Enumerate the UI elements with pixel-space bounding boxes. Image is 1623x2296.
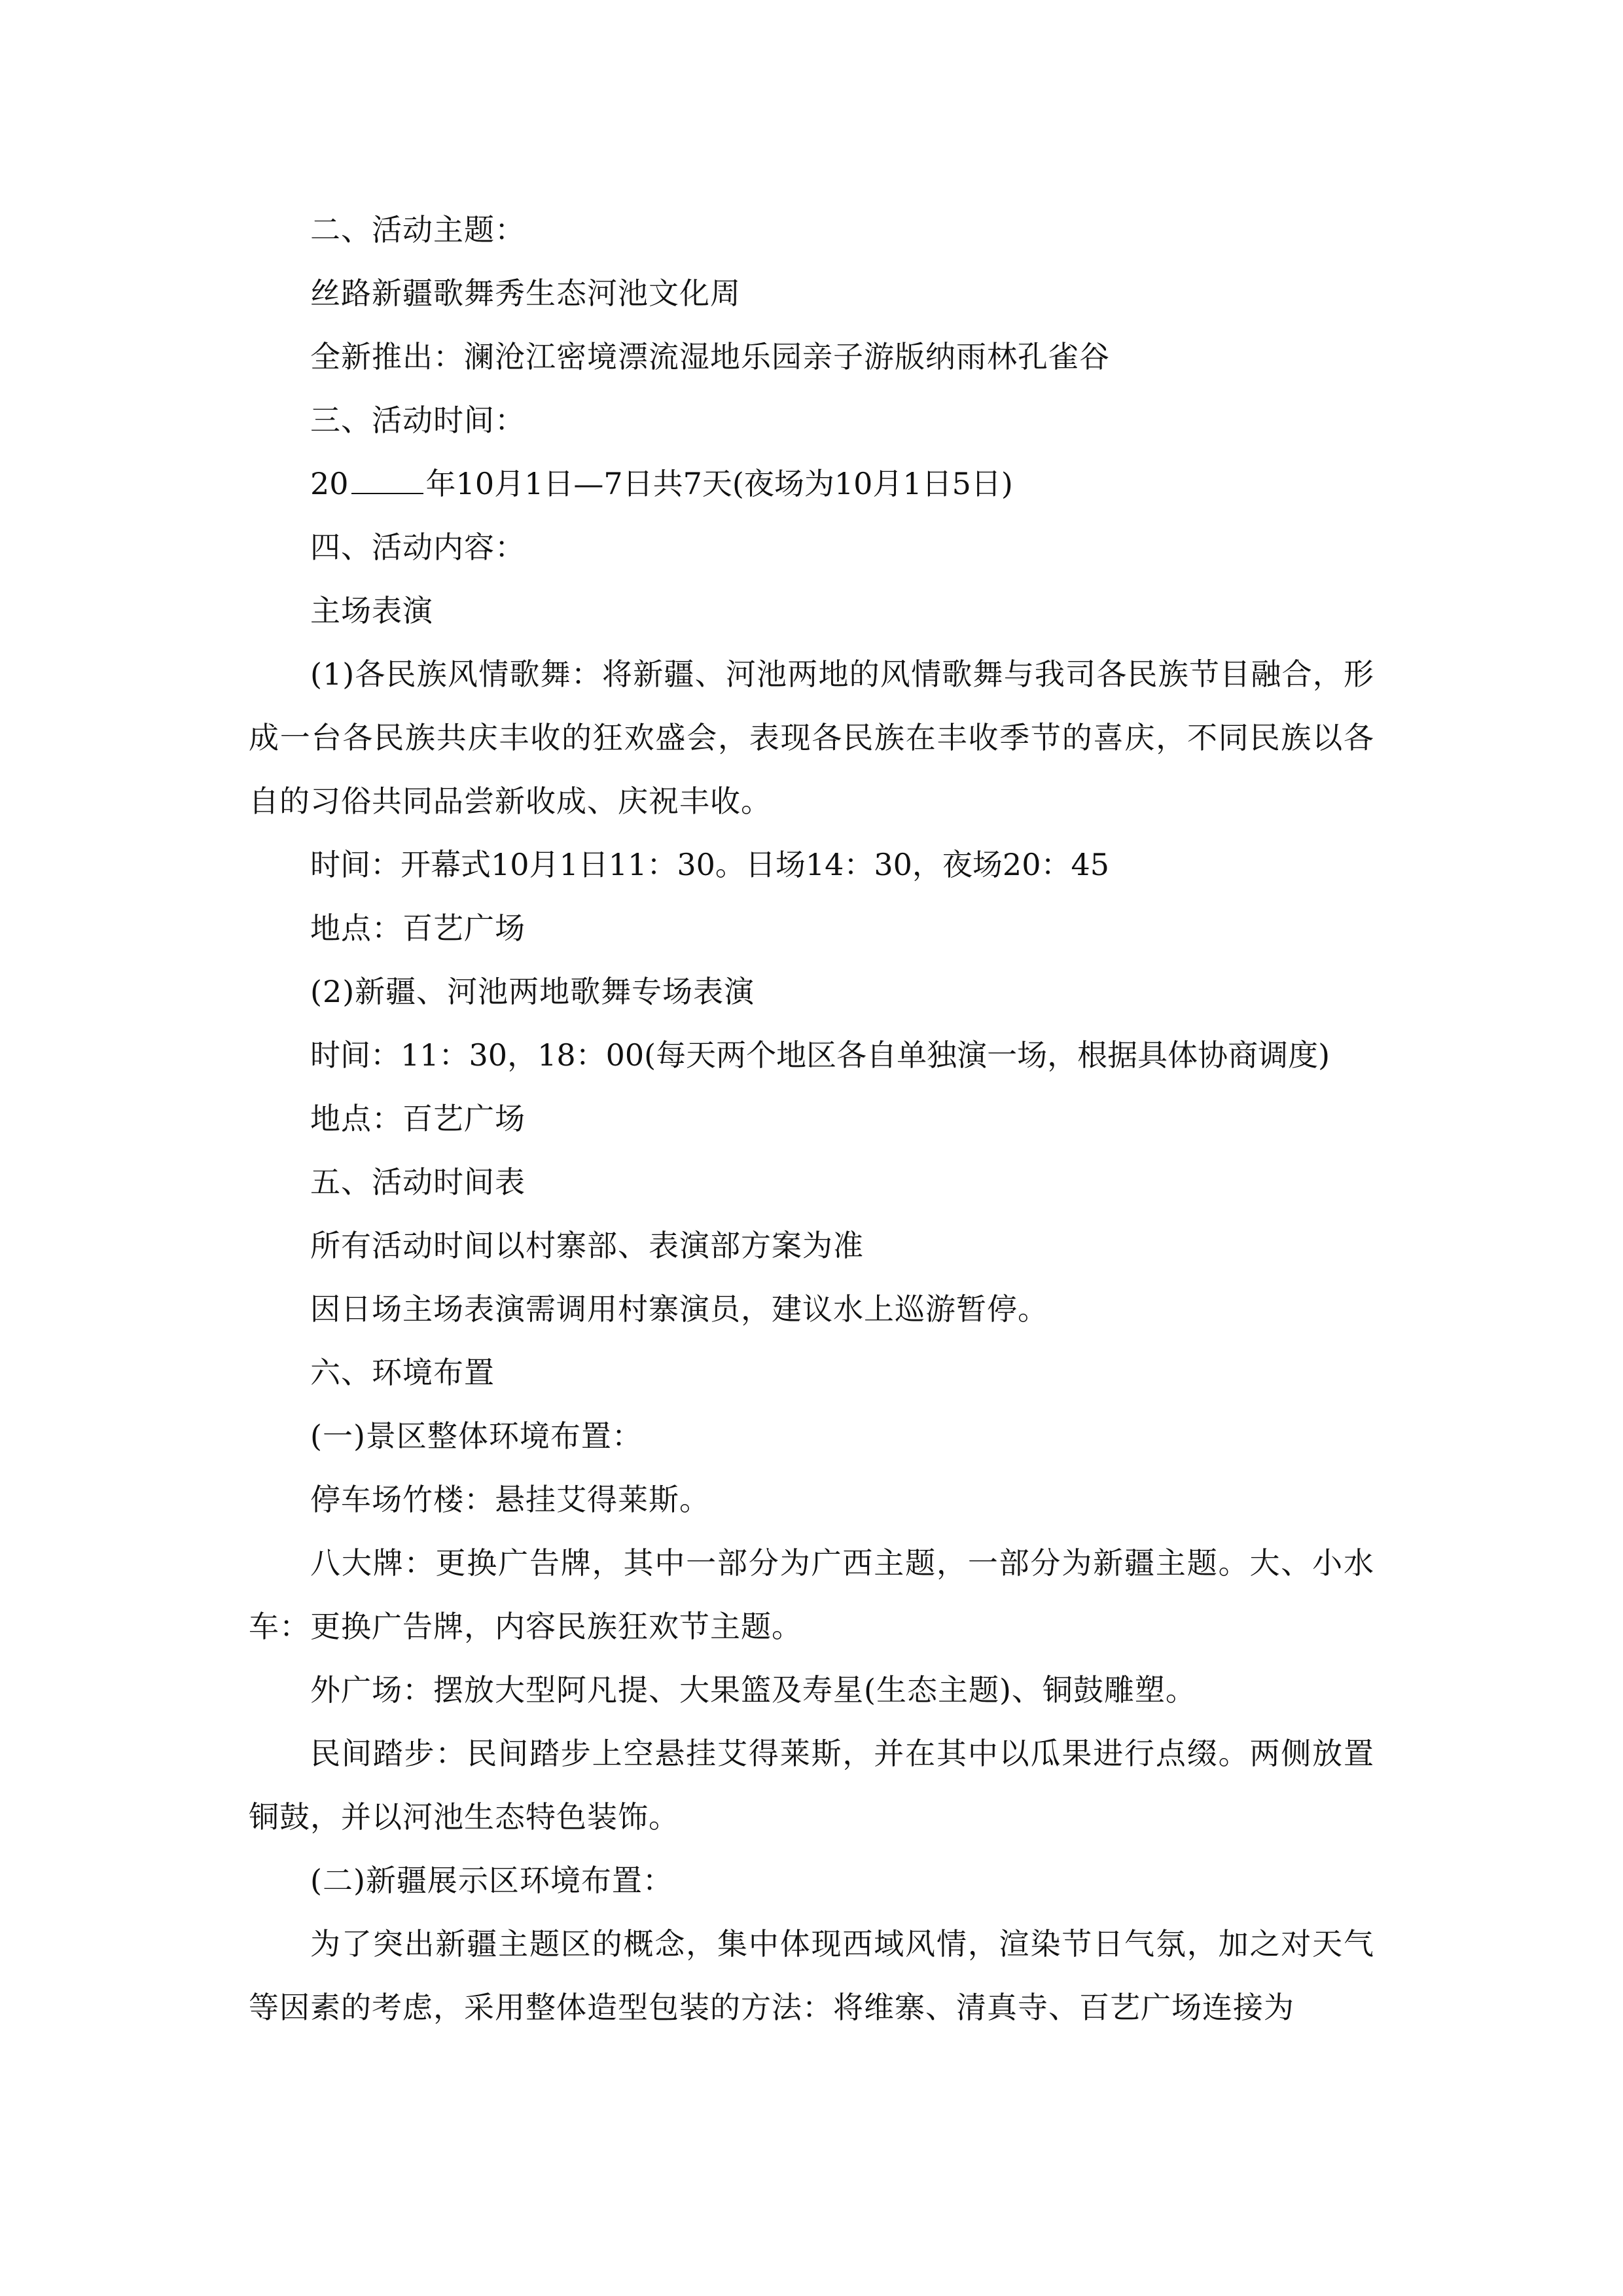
performance-time-2: 时间：11：30，18：00(每天两个地区各自单独演一场，根据具体协商调度)	[310, 1037, 1330, 1073]
subsection-overall-layout: (一)景区整体环境布置：	[310, 1418, 643, 1454]
outer-square-paragraph: 外广场：摆放大型阿凡提、大果篮及寿星(生态主题)、铜鼓雕塑。	[310, 1672, 1196, 1708]
performance-location-1: 地点：百艺广场	[310, 910, 526, 946]
new-launch-line: 全新推出：澜沧江密境漂流湿地乐园亲子游版纳雨林孔雀谷	[310, 339, 1110, 374]
section-heading-time: 三、活动时间：	[310, 403, 526, 438]
section-heading-environment: 六、环境布置	[310, 1355, 495, 1390]
xinjiang-area-paragraph: 为了突出新疆主题区的概念，集中体现西域风情，渲染节日气氛，加之对天气等因素的考虑，采用整体造型包装的方法：将维寨、清真寺、百艺广场连接为	[249, 1926, 1374, 2025]
folk-steps-paragraph: 民间踏步：民间踏步上空悬挂艾得莱斯，并在其中以瓜果进行点缀。两侧放置铜鼓，并以河池生态特色装饰。	[249, 1736, 1374, 1835]
performance-location-2: 地点：百艺广场	[310, 1101, 526, 1136]
special-performance-heading: (2)新疆、河池两地歌舞专场表演	[310, 974, 755, 1009]
date-line	[249, 452, 1374, 516]
performance-time-1: 时间：开幕式10月1日11：30。日场14：30，夜场20：45	[310, 847, 1109, 882]
section-heading-content: 四、活动内容：	[310, 529, 526, 565]
year-blank	[351, 467, 423, 494]
parking-bamboo-house: 停车场竹楼：悬挂艾得莱斯。	[310, 1482, 710, 1517]
schedule-note-1: 所有活动时间以村寨部、表演部方案为准	[310, 1228, 864, 1263]
subsection-xinjiang-area: (二)新疆展示区环境布置：	[310, 1863, 673, 1898]
billboards-paragraph: 八大牌：更换广告牌，其中一部分为广西主题，一部分为新疆主题。大、小水车：更换广告牌，内容民族狂欢节主题。	[249, 1545, 1374, 1644]
document-body	[249, 198, 1374, 2039]
date-prefix: 20	[310, 466, 349, 501]
ethnic-dance-paragraph: (1)各民族风情歌舞：将新疆、河池两地的风情歌舞与我司各民族节目融合，形成一台各民族共庆丰收的狂欢盛会，表现各民族在丰收季节的喜庆，不同民族以各自的习俗共同品尝新收成、庆祝丰收。	[249, 656, 1374, 819]
schedule-note-2: 因日场主场表演需调用村寨演员，建议水上巡游暂停。	[310, 1291, 1048, 1327]
section-heading-theme: 二、活动主题：	[310, 212, 526, 247]
date-suffix: 年10月1日—7日共7天(夜场为10月1日5日)	[425, 466, 1013, 501]
theme-title: 丝路新疆歌舞秀生态河池文化周	[310, 276, 741, 311]
main-performance-heading: 主场表演	[310, 593, 433, 628]
section-heading-schedule: 五、活动时间表	[310, 1164, 526, 1200]
